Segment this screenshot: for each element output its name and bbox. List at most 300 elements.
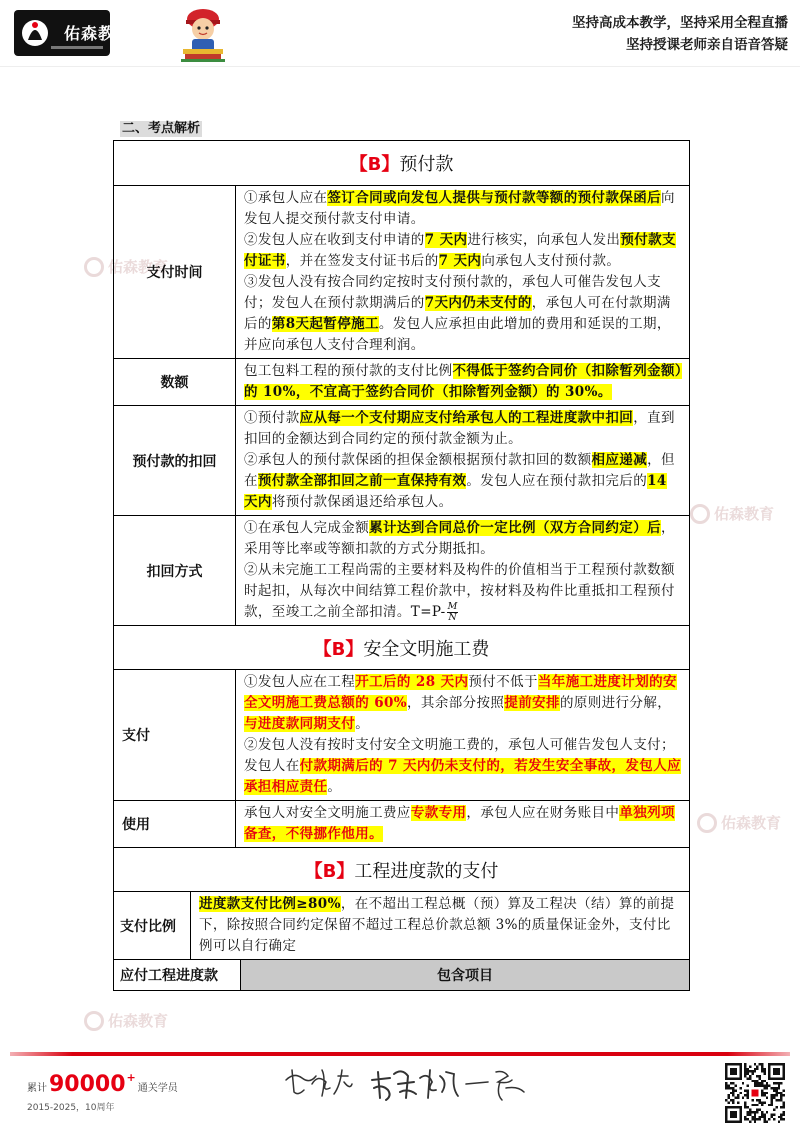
table-row bbox=[114, 405, 689, 515]
qr-module bbox=[749, 1065, 751, 1067]
highlighted-text: 专款专用 bbox=[410, 805, 467, 821]
qr-module bbox=[759, 1099, 761, 1101]
qr-module bbox=[735, 1085, 737, 1087]
qr-module bbox=[749, 1077, 751, 1079]
qr-module bbox=[775, 1087, 777, 1089]
paragraph bbox=[199, 894, 683, 957]
text-run: 向承包人支付预付款。 bbox=[481, 253, 621, 269]
progress-table-header-row bbox=[114, 959, 689, 990]
text-run: ①在承包人完成金额 bbox=[244, 520, 370, 536]
row-content bbox=[236, 186, 689, 358]
text-run: 向发包人提交预付款支付申请。 bbox=[244, 190, 675, 227]
qr-module bbox=[771, 1116, 773, 1118]
header-cell-items: 包含项目 bbox=[241, 960, 689, 990]
qr-module bbox=[732, 1082, 734, 1084]
qr-module bbox=[763, 1073, 765, 1075]
qr-module bbox=[768, 1118, 770, 1120]
paragraph bbox=[244, 672, 683, 735]
highlighted-text: 应从每一个支付期应支付给承包人的工程进度款中扣回 bbox=[299, 410, 634, 426]
qr-module bbox=[732, 1094, 734, 1096]
qr-module bbox=[747, 1097, 749, 1099]
qr-module bbox=[766, 1085, 768, 1087]
qr-module bbox=[727, 1085, 729, 1087]
text-run: ②从未完施工工程尚需的主要材料及构件的价值相当于工程预付款数额时起扣，从每次中间结算工程价款中，按材料及构件比重抵扣工程预付款，至竣工之前全部扣清。T=P- bbox=[244, 562, 675, 620]
qr-module bbox=[749, 1075, 751, 1077]
qr-module bbox=[747, 1068, 749, 1070]
qr-module bbox=[773, 1118, 775, 1120]
row-label: 支付 bbox=[114, 670, 236, 800]
qr-module bbox=[754, 1104, 756, 1106]
text-run: ③发包人没有按合同约定按时支付预付款的，承包人可催告发包人支付；发包人在预付款期满后的 bbox=[244, 274, 661, 311]
row-label: 使用 bbox=[114, 801, 236, 847]
qr-module bbox=[775, 1099, 777, 1101]
qr-module bbox=[763, 1070, 765, 1072]
paragraph bbox=[244, 408, 683, 450]
qr-module bbox=[751, 1104, 753, 1106]
highlighted-text: 不得低于签约合同价（扣除暂列金额）的 10%，不宜高于签约合同价（扣除暂列金额）的 30%。 bbox=[244, 363, 683, 400]
qr-module bbox=[783, 1113, 785, 1115]
stat-plus: + bbox=[126, 1071, 136, 1084]
brand-logo bbox=[14, 10, 133, 56]
qr-module bbox=[771, 1099, 773, 1101]
qr-module bbox=[761, 1116, 763, 1118]
qr-module bbox=[756, 1068, 758, 1070]
text-run: ，并在签发支付证书后的 bbox=[285, 253, 439, 269]
watermark-emblem-icon bbox=[84, 257, 104, 277]
analysis-table bbox=[113, 140, 690, 991]
qr-module bbox=[766, 1121, 768, 1123]
qr-module bbox=[744, 1116, 746, 1118]
qr-module bbox=[766, 1092, 768, 1094]
qr-module bbox=[747, 1085, 749, 1087]
section-title bbox=[114, 847, 689, 891]
paragraph bbox=[244, 803, 683, 845]
qr-module bbox=[780, 1118, 782, 1120]
qr-module bbox=[783, 1111, 785, 1113]
qr-finder bbox=[730, 1111, 737, 1118]
paragraph bbox=[244, 450, 683, 513]
paragraph bbox=[244, 272, 683, 356]
qr-module bbox=[775, 1094, 777, 1096]
fraction-numerator: M bbox=[447, 601, 458, 612]
table-row bbox=[114, 358, 689, 405]
qr-module bbox=[735, 1089, 737, 1091]
qr-module bbox=[739, 1092, 741, 1094]
qr-module bbox=[761, 1089, 763, 1091]
text-run: 预付不低于 bbox=[468, 674, 538, 690]
qr-module bbox=[763, 1118, 765, 1120]
qr-module bbox=[780, 1094, 782, 1096]
qr-module bbox=[766, 1097, 768, 1099]
qr-module bbox=[763, 1087, 765, 1089]
qr-module bbox=[751, 1073, 753, 1075]
qr-module bbox=[761, 1068, 763, 1070]
qr-module bbox=[763, 1080, 765, 1082]
qr-module bbox=[732, 1087, 734, 1089]
qr-module bbox=[783, 1106, 785, 1108]
watermark-logo: 佑森教育 bbox=[84, 1010, 168, 1031]
watermark-emblem-icon bbox=[690, 504, 710, 524]
text-run: 。 bbox=[355, 716, 370, 732]
watermark-logo: 佑森教育 bbox=[690, 503, 774, 524]
qr-module bbox=[742, 1097, 744, 1099]
row-label: 支付时间 bbox=[114, 186, 236, 358]
qr-module bbox=[747, 1070, 749, 1072]
row-label: 支付比例 bbox=[114, 892, 191, 959]
qr-module bbox=[725, 1085, 727, 1087]
qr-module bbox=[756, 1099, 758, 1101]
qr-module bbox=[730, 1082, 732, 1084]
text-run: ②承包人的预付款保函的担保金额根据预付款扣回的数额 bbox=[244, 452, 592, 468]
qr-module bbox=[732, 1092, 734, 1094]
qr-module bbox=[747, 1106, 749, 1108]
qr-module bbox=[761, 1101, 763, 1103]
qr-module bbox=[771, 1094, 773, 1096]
row-content bbox=[236, 359, 689, 405]
qr-module bbox=[725, 1082, 727, 1084]
qr-module bbox=[727, 1097, 729, 1099]
text-run: 。发包人应在预付款扣完后的 bbox=[466, 473, 648, 489]
watermark-logo: 佑森教育 bbox=[697, 812, 781, 833]
qr-module bbox=[778, 1092, 780, 1094]
paragraph bbox=[244, 560, 683, 623]
qr-module bbox=[747, 1118, 749, 1120]
qr-module bbox=[759, 1101, 761, 1103]
qr-module bbox=[780, 1116, 782, 1118]
text-run: 。 bbox=[327, 779, 342, 795]
qr-module bbox=[780, 1106, 782, 1108]
qr-module bbox=[761, 1111, 763, 1113]
logo-text: 佑森教育 bbox=[64, 24, 133, 43]
qr-module bbox=[761, 1080, 763, 1082]
qr-module bbox=[727, 1094, 729, 1096]
qr-module bbox=[780, 1097, 782, 1099]
text-run: 包工包料工程的预付款的支付比例 bbox=[244, 363, 453, 379]
qr-module bbox=[744, 1106, 746, 1108]
qr-module bbox=[730, 1099, 732, 1101]
text-run: 承包人对安全文明施工费应 bbox=[244, 805, 411, 821]
qr-module bbox=[768, 1104, 770, 1106]
qr-module bbox=[749, 1070, 751, 1072]
qr-module bbox=[759, 1077, 761, 1079]
watermark-emblem-icon bbox=[697, 813, 717, 833]
text-run: ①承包人应在 bbox=[244, 190, 328, 206]
qr-module bbox=[747, 1111, 749, 1113]
qr-module bbox=[761, 1082, 763, 1084]
stat-count: 90000 bbox=[49, 1072, 126, 1097]
qr-module bbox=[780, 1099, 782, 1101]
section-title bbox=[114, 625, 689, 669]
qr-module bbox=[763, 1101, 765, 1103]
qr-module bbox=[778, 1082, 780, 1084]
grade-tag: 【B】 bbox=[349, 154, 400, 175]
highlighted-text: 与进度款同期支付 bbox=[244, 716, 356, 732]
qr-module bbox=[747, 1094, 749, 1096]
qr-module bbox=[771, 1097, 773, 1099]
grade-tag: 【B】 bbox=[304, 860, 355, 882]
qr-module bbox=[761, 1113, 763, 1115]
qr-module bbox=[735, 1097, 737, 1099]
qr-module bbox=[773, 1082, 775, 1084]
qr-module bbox=[780, 1082, 782, 1084]
qr-module bbox=[727, 1101, 729, 1103]
qr-module bbox=[749, 1121, 751, 1123]
row-content bbox=[236, 801, 689, 847]
qr-module bbox=[759, 1116, 761, 1118]
qr-module bbox=[754, 1121, 756, 1123]
qr-module bbox=[778, 1099, 780, 1101]
qr-module bbox=[761, 1085, 763, 1087]
row-content bbox=[236, 406, 689, 515]
qr-module bbox=[759, 1082, 761, 1084]
qr-module bbox=[775, 1089, 777, 1091]
qr-module bbox=[778, 1087, 780, 1089]
qr-module bbox=[761, 1070, 763, 1072]
qr-module bbox=[763, 1094, 765, 1096]
qr-module bbox=[756, 1104, 758, 1106]
highlighted-text: 相应递减 bbox=[591, 452, 648, 468]
qr-module bbox=[756, 1111, 758, 1113]
grade-tag: 【B】 bbox=[313, 638, 364, 660]
highlighted-text: 付款期满后的 7 天内仍未支付的，若发生安全事故，发包人应承担相应责任 bbox=[244, 758, 682, 795]
qr-module bbox=[730, 1087, 732, 1089]
highlighted-text: 预付款支付证书 bbox=[244, 232, 676, 269]
qr-module bbox=[744, 1118, 746, 1120]
header-slogan bbox=[572, 12, 788, 56]
qr-module bbox=[754, 1111, 756, 1113]
highlighted-text: 提前安排 bbox=[504, 695, 560, 711]
qr-module bbox=[780, 1092, 782, 1094]
highlighted-text: 预付款全部扣回之前一直保持有效 bbox=[257, 473, 467, 489]
highlighted-text: 14 天内 bbox=[244, 473, 667, 510]
qr-module bbox=[773, 1089, 775, 1091]
qr-module bbox=[761, 1092, 763, 1094]
qr-module bbox=[754, 1118, 756, 1120]
qr-module bbox=[751, 1070, 753, 1072]
qr-module bbox=[759, 1109, 761, 1111]
qr-module bbox=[763, 1121, 765, 1123]
qr-module bbox=[756, 1065, 758, 1067]
text-run: ②发包人没有按时支付安全文明施工费的，承包人可催告发包人支付；发包人在 bbox=[244, 737, 675, 774]
highlighted-text: 签订合同或向发包人提供与预付款等额的预付款保函后 bbox=[327, 190, 662, 206]
header-divider bbox=[0, 66, 800, 67]
qr-module bbox=[744, 1065, 746, 1067]
text-run: 将预付款保函退还给承包人。 bbox=[271, 494, 453, 510]
row-label: 预付款的扣回 bbox=[114, 406, 236, 515]
qr-module bbox=[754, 1080, 756, 1082]
paragraph bbox=[244, 230, 683, 272]
qr-module bbox=[754, 1085, 756, 1087]
qr-module bbox=[754, 1116, 756, 1118]
row-content bbox=[191, 892, 689, 959]
qr-module bbox=[754, 1070, 756, 1072]
qr-module bbox=[780, 1113, 782, 1115]
qr-module bbox=[761, 1094, 763, 1096]
text-run: ①预付款 bbox=[244, 410, 300, 426]
qr-module bbox=[749, 1111, 751, 1113]
table-row bbox=[114, 800, 689, 847]
qr-module bbox=[747, 1113, 749, 1115]
qr-module bbox=[744, 1104, 746, 1106]
section-heading: 二、考点解析 bbox=[122, 121, 201, 136]
qr-module bbox=[751, 1116, 753, 1118]
paragraph bbox=[244, 518, 683, 560]
qr-finder bbox=[773, 1068, 780, 1075]
qr-module bbox=[756, 1080, 758, 1082]
highlighted-text: 当年施工进度计划的安全文明施工费总额的 60% bbox=[244, 674, 677, 711]
qr-module bbox=[763, 1113, 765, 1115]
text-run: ，其余部分按照 bbox=[407, 695, 505, 711]
row-content bbox=[236, 670, 689, 800]
qr-module bbox=[766, 1111, 768, 1113]
calligraphy-motto bbox=[282, 1062, 532, 1106]
fraction-denominator: N bbox=[448, 612, 457, 623]
row-content bbox=[236, 516, 689, 625]
qr-module bbox=[747, 1092, 749, 1094]
text-run: ，但在 bbox=[244, 452, 675, 489]
qr-module bbox=[754, 1113, 756, 1115]
qr-module bbox=[725, 1099, 727, 1101]
qr-module bbox=[747, 1089, 749, 1091]
qr-module bbox=[768, 1085, 770, 1087]
student-count bbox=[27, 1072, 178, 1097]
text-run: ①发包人应在工程 bbox=[244, 674, 356, 690]
mascot-illustration bbox=[174, 5, 232, 63]
highlighted-text: 累计达到合同总价一定比例（双方合同约定）后 bbox=[369, 520, 662, 536]
table-row bbox=[114, 669, 689, 800]
qr-module bbox=[727, 1087, 729, 1089]
qr-module bbox=[739, 1087, 741, 1089]
text-run: 的原则进行分解， bbox=[559, 695, 672, 711]
qr-module bbox=[732, 1089, 734, 1091]
qr-module bbox=[783, 1118, 785, 1120]
qr-module bbox=[775, 1106, 777, 1108]
qr-module bbox=[732, 1101, 734, 1103]
qr-module bbox=[737, 1097, 739, 1099]
qr-module bbox=[773, 1113, 775, 1115]
text-run: 进行核实，向承包人发出 bbox=[467, 232, 621, 248]
qr-module bbox=[771, 1101, 773, 1103]
qr-module bbox=[744, 1101, 746, 1103]
qr-code bbox=[725, 1063, 785, 1123]
qr-module bbox=[759, 1075, 761, 1077]
qr-module bbox=[759, 1085, 761, 1087]
qr-module bbox=[773, 1109, 775, 1111]
qr-module bbox=[751, 1099, 753, 1101]
table-row bbox=[114, 891, 689, 959]
section-title-text: 工程进度款的支付 bbox=[354, 860, 499, 882]
qr-module bbox=[761, 1104, 763, 1106]
qr-module bbox=[761, 1063, 763, 1065]
qr-logo-icon bbox=[751, 1089, 758, 1096]
footer-divider bbox=[10, 1052, 790, 1056]
stat-prefix: 累计 bbox=[27, 1083, 47, 1094]
table-row bbox=[114, 515, 689, 625]
qr-module bbox=[778, 1116, 780, 1118]
qr-module bbox=[766, 1087, 768, 1089]
qr-module bbox=[725, 1087, 727, 1089]
qr-module bbox=[744, 1068, 746, 1070]
qr-module bbox=[773, 1094, 775, 1096]
table-row bbox=[114, 185, 689, 358]
text-run: 。发包人应承担由此增加的费用和延误的工期，并应向承包人支付合理利润。 bbox=[244, 316, 671, 353]
qr-module bbox=[742, 1082, 744, 1084]
qr-module bbox=[783, 1094, 785, 1096]
paragraph bbox=[244, 188, 683, 230]
section-title-text: 安全文明施工费 bbox=[363, 638, 490, 660]
qr-module bbox=[759, 1063, 761, 1065]
slogan-line: 坚持高成本教学，坚持采用全程直播 bbox=[572, 15, 788, 31]
qr-module bbox=[754, 1068, 756, 1070]
qr-module bbox=[771, 1087, 773, 1089]
section-title-text: 预付款 bbox=[399, 154, 454, 175]
watermark-emblem-icon bbox=[84, 1011, 104, 1031]
highlighted-text: 开工后的 28 天内 bbox=[355, 674, 469, 690]
qr-module bbox=[747, 1073, 749, 1075]
qr-module bbox=[778, 1085, 780, 1087]
qr-module bbox=[749, 1109, 751, 1111]
text-run: ，在不超出工程总概（预）算及工程决（结）算的前提下，除按照合同约定保留不超过工程总价款总额 3%的质量保证金外，支付比例可以自行确定 bbox=[199, 896, 675, 954]
qr-module bbox=[763, 1068, 765, 1070]
qr-module bbox=[756, 1075, 758, 1077]
highlighted-text: 7 天内 bbox=[438, 253, 482, 269]
qr-module bbox=[744, 1073, 746, 1075]
text-run: ，直到扣回的金额达到合同约定的预付款金额为止。 bbox=[244, 410, 675, 447]
qr-module bbox=[744, 1075, 746, 1077]
qr-module bbox=[766, 1082, 768, 1084]
qr-module bbox=[744, 1063, 746, 1065]
qr-module bbox=[737, 1094, 739, 1096]
header-cell-payable: 应付工程进度款 bbox=[114, 960, 241, 990]
qr-module bbox=[763, 1116, 765, 1118]
qr-module bbox=[773, 1097, 775, 1099]
highlighted-text: 第8天起暂停施工 bbox=[271, 316, 379, 332]
section-title bbox=[114, 141, 689, 185]
text-run: ，承包人应在财务账目中 bbox=[466, 805, 620, 821]
qr-module bbox=[775, 1092, 777, 1094]
qr-module bbox=[754, 1063, 756, 1065]
highlighted-text: 7 天内 bbox=[424, 232, 468, 248]
text-run: ②发包人应在收到支付申请的 bbox=[244, 232, 425, 248]
row-label: 数额 bbox=[114, 359, 236, 405]
highlighted-text: 7天内仍未支付的 bbox=[424, 295, 532, 311]
qr-module bbox=[756, 1109, 758, 1111]
qr-module bbox=[771, 1104, 773, 1106]
qr-module bbox=[751, 1080, 753, 1082]
qr-finder bbox=[730, 1068, 737, 1075]
qr-module bbox=[756, 1082, 758, 1084]
highlighted-text: 进度款支付比例≥80% bbox=[199, 896, 341, 912]
formula-fraction bbox=[447, 602, 459, 623]
anniversary-text: 2015-2025，10周年 bbox=[27, 1103, 115, 1113]
qr-module bbox=[754, 1082, 756, 1084]
qr-module bbox=[744, 1094, 746, 1096]
paragraph bbox=[244, 361, 683, 403]
qr-module bbox=[744, 1089, 746, 1091]
table-sections bbox=[114, 141, 689, 959]
highlighted-text: 单独列项备查，不得挪作他用。 bbox=[244, 805, 675, 842]
qr-module bbox=[778, 1121, 780, 1123]
qr-module bbox=[730, 1092, 732, 1094]
qr-module bbox=[759, 1118, 761, 1120]
qr-module bbox=[737, 1101, 739, 1103]
qr-module bbox=[756, 1118, 758, 1120]
qr-module bbox=[763, 1085, 765, 1087]
qr-module bbox=[747, 1077, 749, 1079]
text-run: ，采用等比率或等额扣款的方式分期抵扣。 bbox=[244, 520, 675, 557]
qr-module bbox=[749, 1113, 751, 1115]
qr-module bbox=[761, 1065, 763, 1067]
